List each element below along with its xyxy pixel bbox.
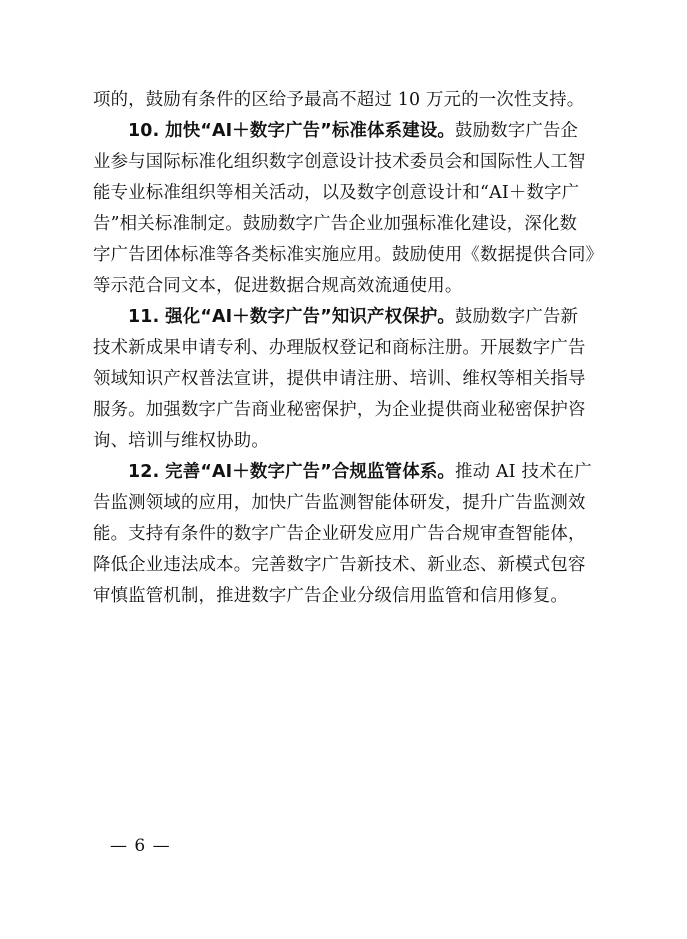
paragraph-continuation	[93, 85, 609, 116]
text-line: 领域知识产权普法宣讲，提供申请注册、培训、维权等相关指导	[93, 369, 586, 389]
paragraph-item-12	[93, 457, 609, 612]
text-line: 审慎监管机制，推进数字广告企业分级信用监管和信用修复。	[93, 586, 568, 606]
text-line: 降低企业违法成本。完善数字广告新技术、新业态、新模式包容	[93, 555, 586, 575]
item-heading: 完善“AI＋数字广告”合规监管体系。	[165, 462, 456, 482]
text-line: 能专业标准组织等相关活动，以及数字创意设计和“AI＋数字广	[93, 183, 580, 203]
item-number: 12.	[128, 462, 160, 482]
text-line	[93, 457, 609, 488]
text-fragment: 鼓励数字广告企	[455, 121, 579, 141]
text-line: 服务。加强数字广告商业秘密保护，为企业提供商业秘密保护咨	[93, 400, 586, 420]
item-number: 11.	[128, 307, 160, 327]
item-heading: 加快“AI＋数字广告”标准体系建设。	[165, 121, 456, 141]
text-line: 技术新成果申请专利、办理版权登记和商标注册。开展数字广告	[93, 338, 586, 358]
item-number: 10.	[128, 121, 160, 141]
text-fragment: 推动 AI 技术在广	[455, 462, 592, 482]
text-line: 询、培训与维权协助。	[93, 431, 269, 451]
text-fragment: 鼓励数字广告新	[455, 307, 579, 327]
text-line: 告”相关标准制定。鼓励数字广告企业加强标准化建设，深化数	[93, 214, 578, 234]
text-line: 字广告团体标准等各类标准实施应用。鼓励使用《数据提供合同》	[93, 245, 604, 265]
paragraph-item-11	[93, 302, 609, 457]
text-line: 能。支持有条件的数字广告企业研发应用广告合规审查智能体，	[93, 524, 586, 544]
text-line	[93, 116, 609, 147]
text-line	[93, 302, 609, 333]
text-line: 业参与国际标准化组织数字创意设计技术委员会和国际性人工智	[93, 152, 586, 172]
text-line: 项的，鼓励有条件的区给予最高不超过 10 万元的一次性支持。	[93, 90, 585, 110]
text-line: 告监测领域的应用，加快广告监测智能体研发，提升广告监测效	[93, 493, 586, 513]
text-line: 等示范合同文本，促进数据合规高效流通使用。	[93, 276, 463, 296]
paragraph-item-10	[93, 116, 609, 302]
item-heading: 强化“AI＋数字广告”知识产权保护。	[165, 307, 456, 327]
page-number: — 6 —	[110, 836, 171, 856]
document-body	[93, 85, 609, 612]
